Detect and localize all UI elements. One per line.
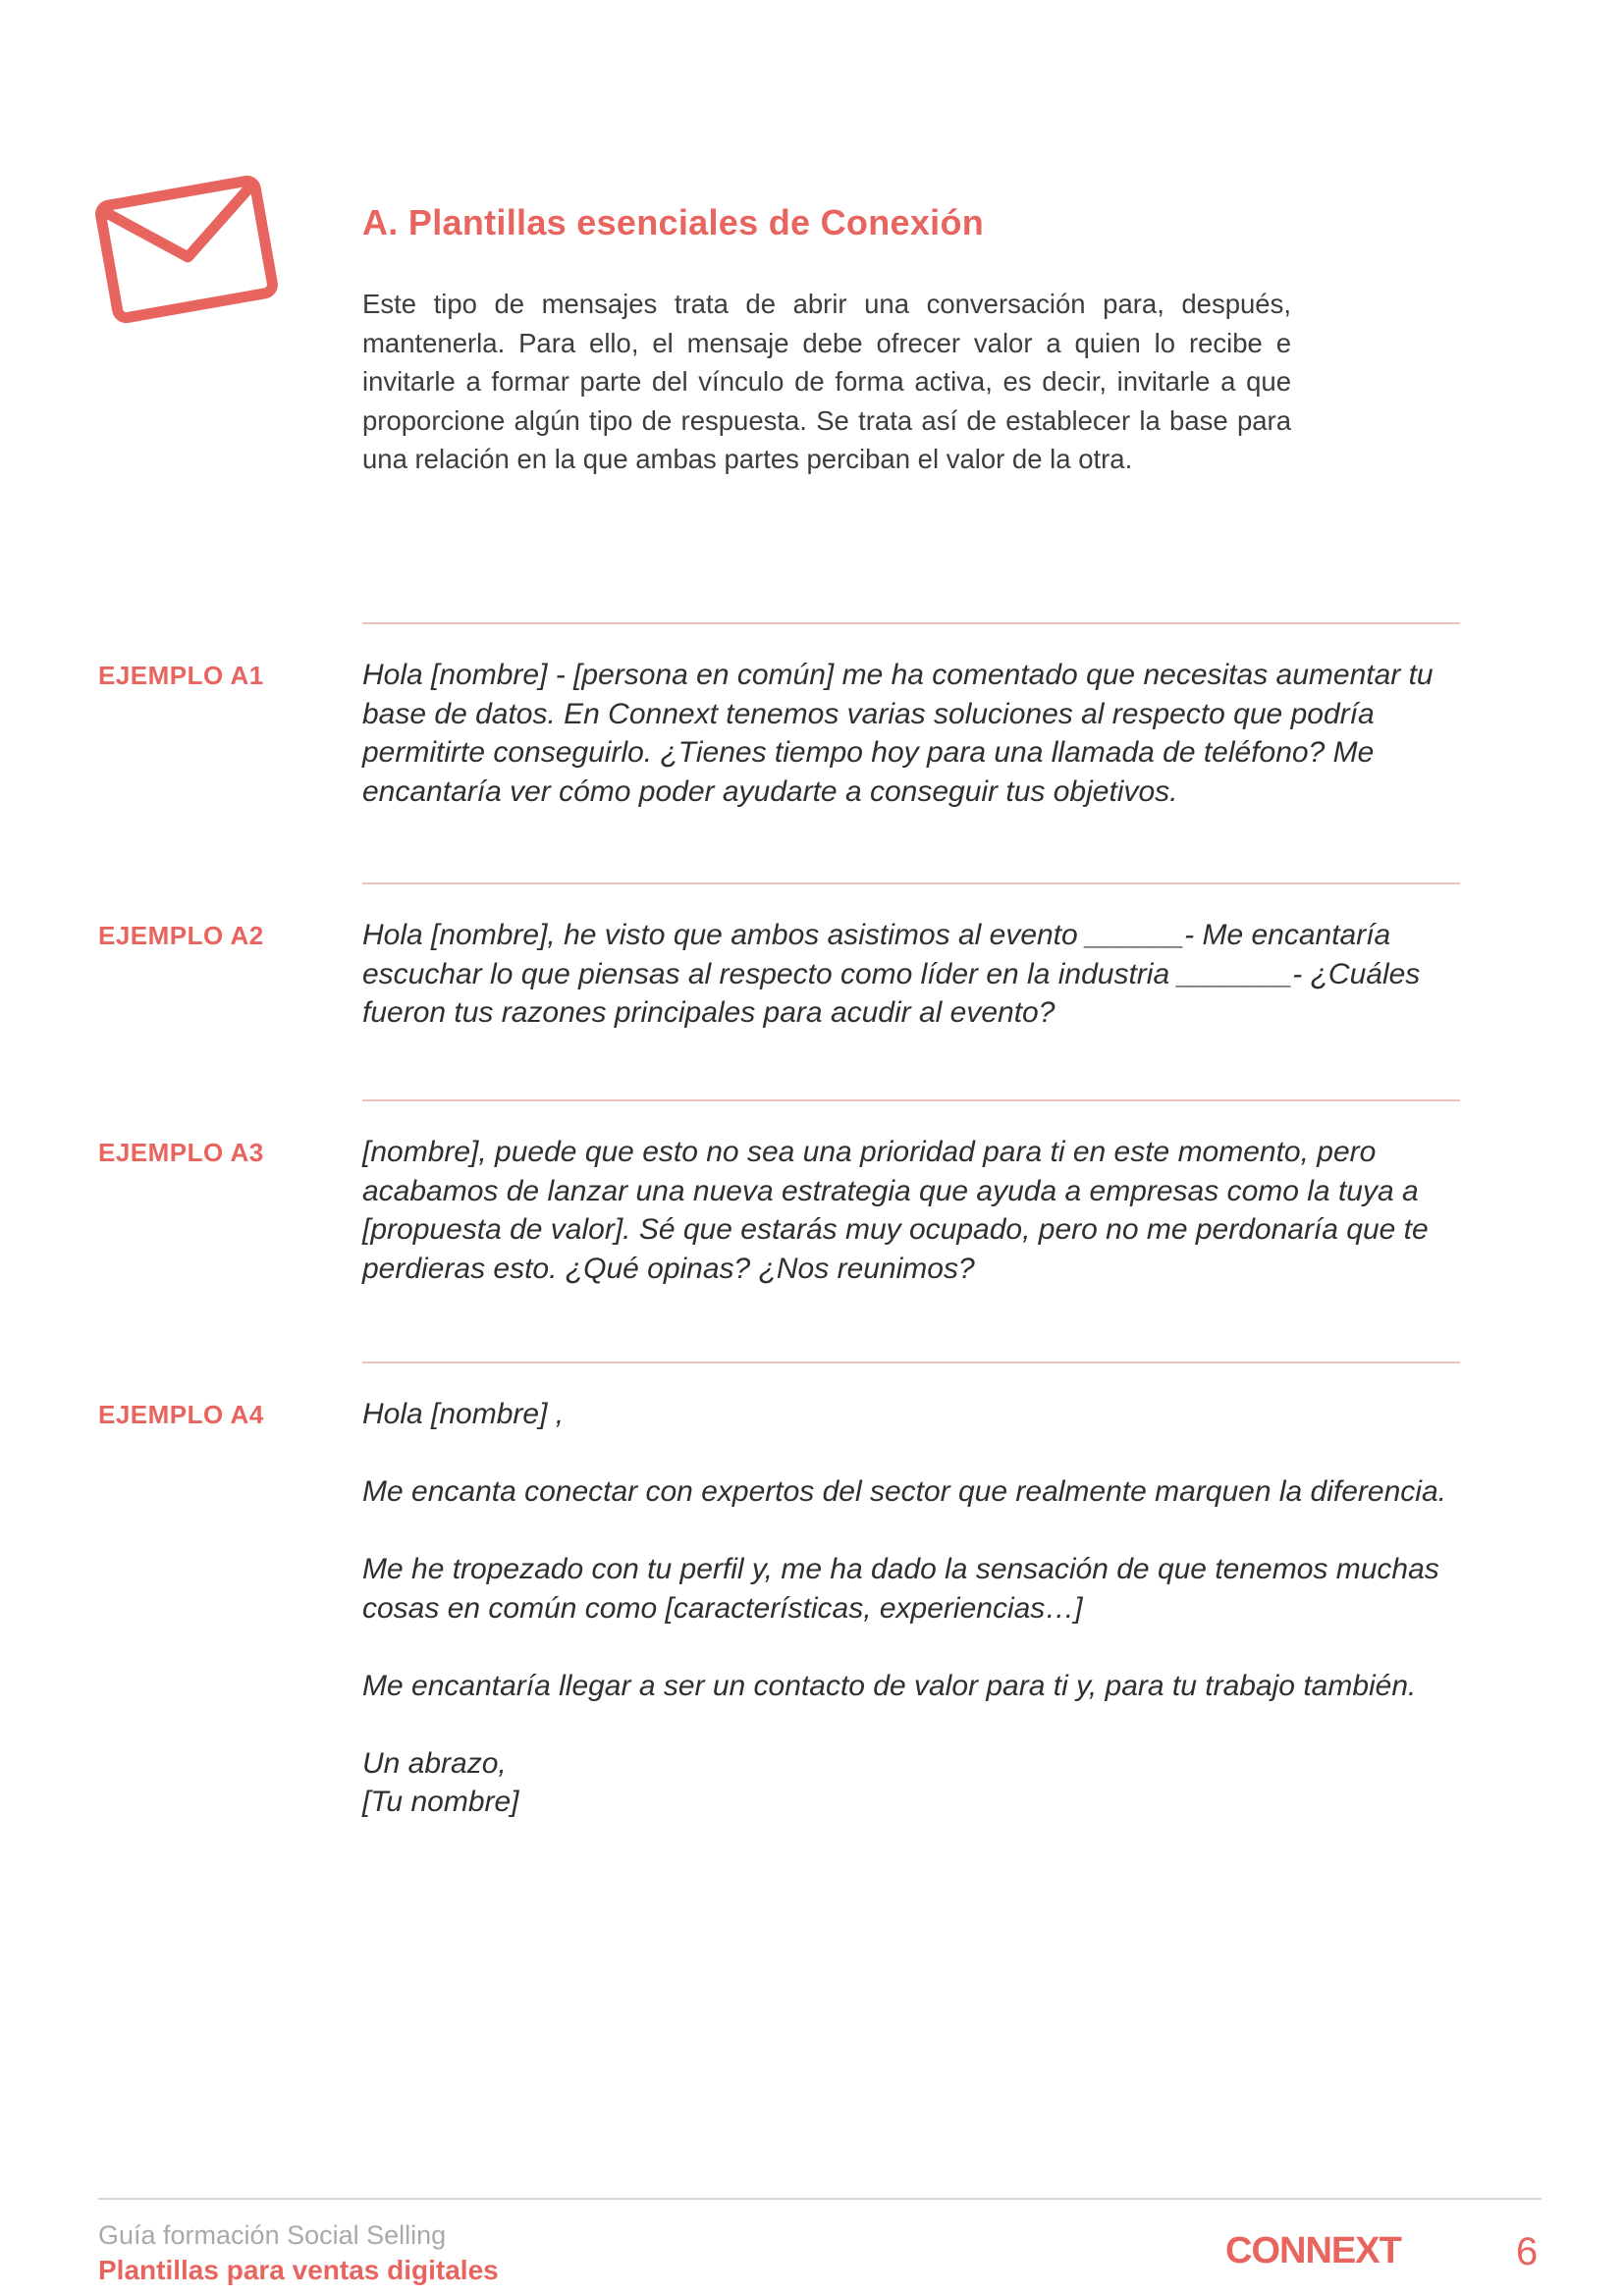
section-title: A. Plantillas esenciales de Conexión bbox=[362, 202, 985, 242]
divider bbox=[362, 1362, 1460, 1363]
example-label: EJEMPLO A2 bbox=[98, 921, 264, 950]
example-body bbox=[362, 1395, 1482, 1822]
brand-logo: CONNEXT bbox=[1225, 2230, 1401, 2271]
example-body bbox=[362, 1133, 1482, 1288]
example-label: EJEMPLO A1 bbox=[98, 661, 264, 690]
example-paragraph: Me encanta conectar con expertos del sector que realmente marquen la diferencia. bbox=[362, 1475, 1446, 1508]
envelope-icon bbox=[94, 171, 279, 328]
divider bbox=[362, 882, 1460, 884]
footer-subtitle: Guía formación Social Selling bbox=[98, 2220, 447, 2250]
example-paragraph: [nombre], puede que esto no sea una prioridad para ti en este momento, pero acabamos de lanzar una nueva estrategia que ayuda a empresas como la tuya a [propuesta de valor]. Sé que estarás muy ocupado, pero no me perdonaría que te perdieras esto. ¿Qué opinas? ¿Nos reunimos? bbox=[362, 1136, 1429, 1285]
example-label: EJEMPLO A3 bbox=[98, 1138, 264, 1167]
example-label: EJEMPLO A4 bbox=[98, 1400, 264, 1429]
example-paragraph: Me encantaría llegar a ser un contacto de valor para ti y, para tu trabajo también. bbox=[362, 1669, 1417, 1702]
example-paragraph: Hola [nombre] , bbox=[362, 1398, 565, 1430]
example-body bbox=[362, 916, 1482, 1033]
divider bbox=[362, 1099, 1460, 1101]
divider bbox=[362, 622, 1460, 624]
footer-divider bbox=[98, 2198, 1542, 2200]
page-number: 6 bbox=[1516, 2230, 1539, 2273]
footer-title: Plantillas para ventas digitales bbox=[98, 2255, 499, 2285]
example-paragraph: Hola [nombre], he visto que ambos asistimos al evento ______- Me encantaría escuchar lo que piensas al respecto como líder en la industria _______- ¿Cuáles fueron tus razones principales para acudir al evento? bbox=[362, 919, 1421, 1029]
example-paragraph: Me he tropezado con tu perfil y, me ha dado la sensación de que tenemos muchas cosas en común como [características, experiencias…] bbox=[362, 1553, 1439, 1625]
example-paragraph: Hola [nombre] - [persona en común] me ha comentado que necesitas aumentar tu base de datos. En Connext tenemos varias soluciones al respecto que podría permitirte conseguirlo. ¿Tienes tiempo hoy para una llamada de teléfono? Me encantaría ver cómo poder ayudarte a conseguir tus objetivos. bbox=[362, 659, 1434, 808]
example-body bbox=[362, 656, 1482, 811]
intro-paragraph: Este tipo de mensajes trata de abrir una conversación para, después, mantenerla. Para ello, el mensaje debe ofrecer valor a quien lo recibe e invitarle a formar parte del vínculo de forma activa, es decir, invitarle a que proporcione algún tipo de respuesta. Se trata así de establecer la base para una relación en la que ambas partes perciban el valor de la otra. bbox=[362, 289, 1291, 474]
example-paragraph: Un abrazo, [Tu nombre] bbox=[362, 1746, 519, 1818]
